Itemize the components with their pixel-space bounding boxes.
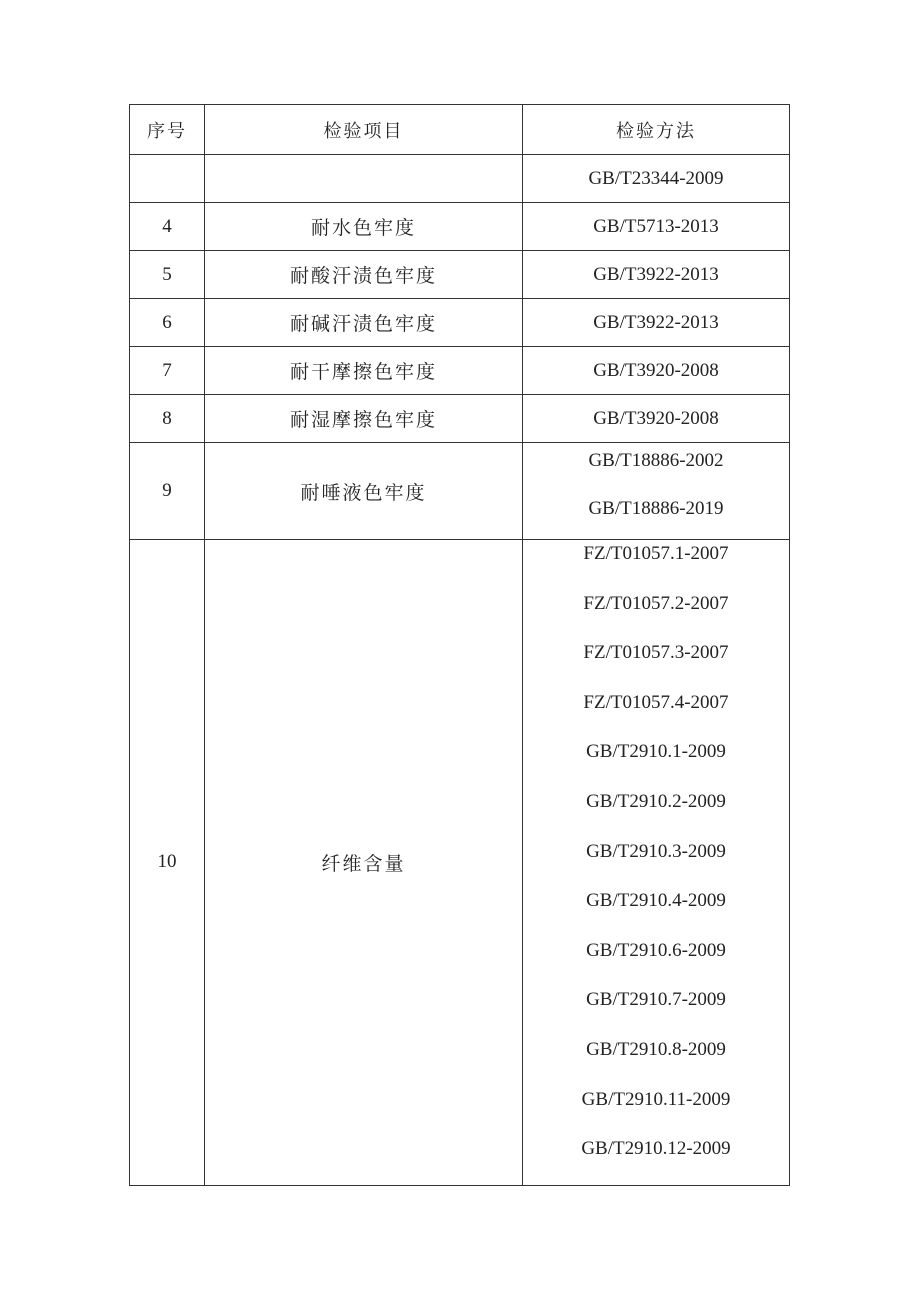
header-no: 序号 (130, 105, 205, 155)
cell-no: 7 (130, 347, 205, 395)
method-line: GB/T2910.6-2009 (586, 939, 726, 961)
cell-method (523, 155, 790, 203)
header-item: 检验项目 (205, 105, 523, 155)
cell-item: 耐湿摩擦色牢度 (205, 395, 523, 443)
table-row (130, 251, 790, 299)
standards-table (129, 104, 790, 1186)
cell-item: 纤维含量 (205, 540, 523, 1186)
cell-method (523, 540, 790, 1186)
method-line: GB/T3920-2008 (593, 359, 719, 381)
table-header-row (130, 105, 790, 155)
cell-method (523, 443, 790, 540)
cell-method (523, 299, 790, 347)
cell-no: 5 (130, 251, 205, 299)
method-line: GB/T2910.12-2009 (581, 1138, 731, 1160)
method-line: FZ/T01057.2-2007 (583, 592, 729, 614)
method-line: GB/T23344-2009 (588, 167, 724, 189)
cell-item: 耐水色牢度 (205, 203, 523, 251)
method-line: FZ/T01057.4-2007 (583, 691, 729, 713)
cell-item (205, 155, 523, 203)
method-line: GB/T2910.7-2009 (586, 989, 726, 1011)
table-row (130, 203, 790, 251)
cell-no: 9 (130, 443, 205, 540)
method-line: GB/T2910.11-2009 (581, 1088, 731, 1110)
method-line: FZ/T01057.3-2007 (583, 642, 729, 664)
cell-item: 耐碱汗渍色牢度 (205, 299, 523, 347)
cell-no: 10 (130, 540, 205, 1186)
method-line: GB/T18886-2002 (588, 450, 724, 471)
cell-method (523, 347, 790, 395)
cell-no: 8 (130, 395, 205, 443)
table-row (130, 540, 790, 1186)
method-line: GB/T2910.3-2009 (586, 840, 726, 862)
cell-item: 耐唾液色牢度 (205, 443, 523, 540)
header-method: 检验方法 (523, 105, 790, 155)
method-line: GB/T18886-2019 (588, 498, 724, 519)
cell-item: 耐酸汗渍色牢度 (205, 251, 523, 299)
cell-method (523, 203, 790, 251)
method-line: GB/T3922-2013 (593, 311, 719, 333)
method-line: GB/T2910.2-2009 (586, 790, 726, 812)
method-line: GB/T5713-2013 (593, 215, 719, 237)
table-row (130, 443, 790, 540)
method-line: GB/T3920-2008 (593, 407, 719, 429)
cell-no (130, 155, 205, 203)
cell-item: 耐干摩擦色牢度 (205, 347, 523, 395)
table-row (130, 395, 790, 443)
cell-method (523, 395, 790, 443)
method-line: GB/T2910.4-2009 (586, 890, 726, 912)
method-line: GB/T2910.1-2009 (586, 741, 726, 763)
cell-no: 6 (130, 299, 205, 347)
method-line: GB/T3922-2013 (593, 263, 719, 285)
method-line: GB/T2910.8-2009 (586, 1038, 726, 1060)
table-row (130, 299, 790, 347)
method-line: FZ/T01057.1-2007 (583, 543, 729, 564)
table-row (130, 155, 790, 203)
table-row (130, 347, 790, 395)
cell-method (523, 251, 790, 299)
cell-no: 4 (130, 203, 205, 251)
